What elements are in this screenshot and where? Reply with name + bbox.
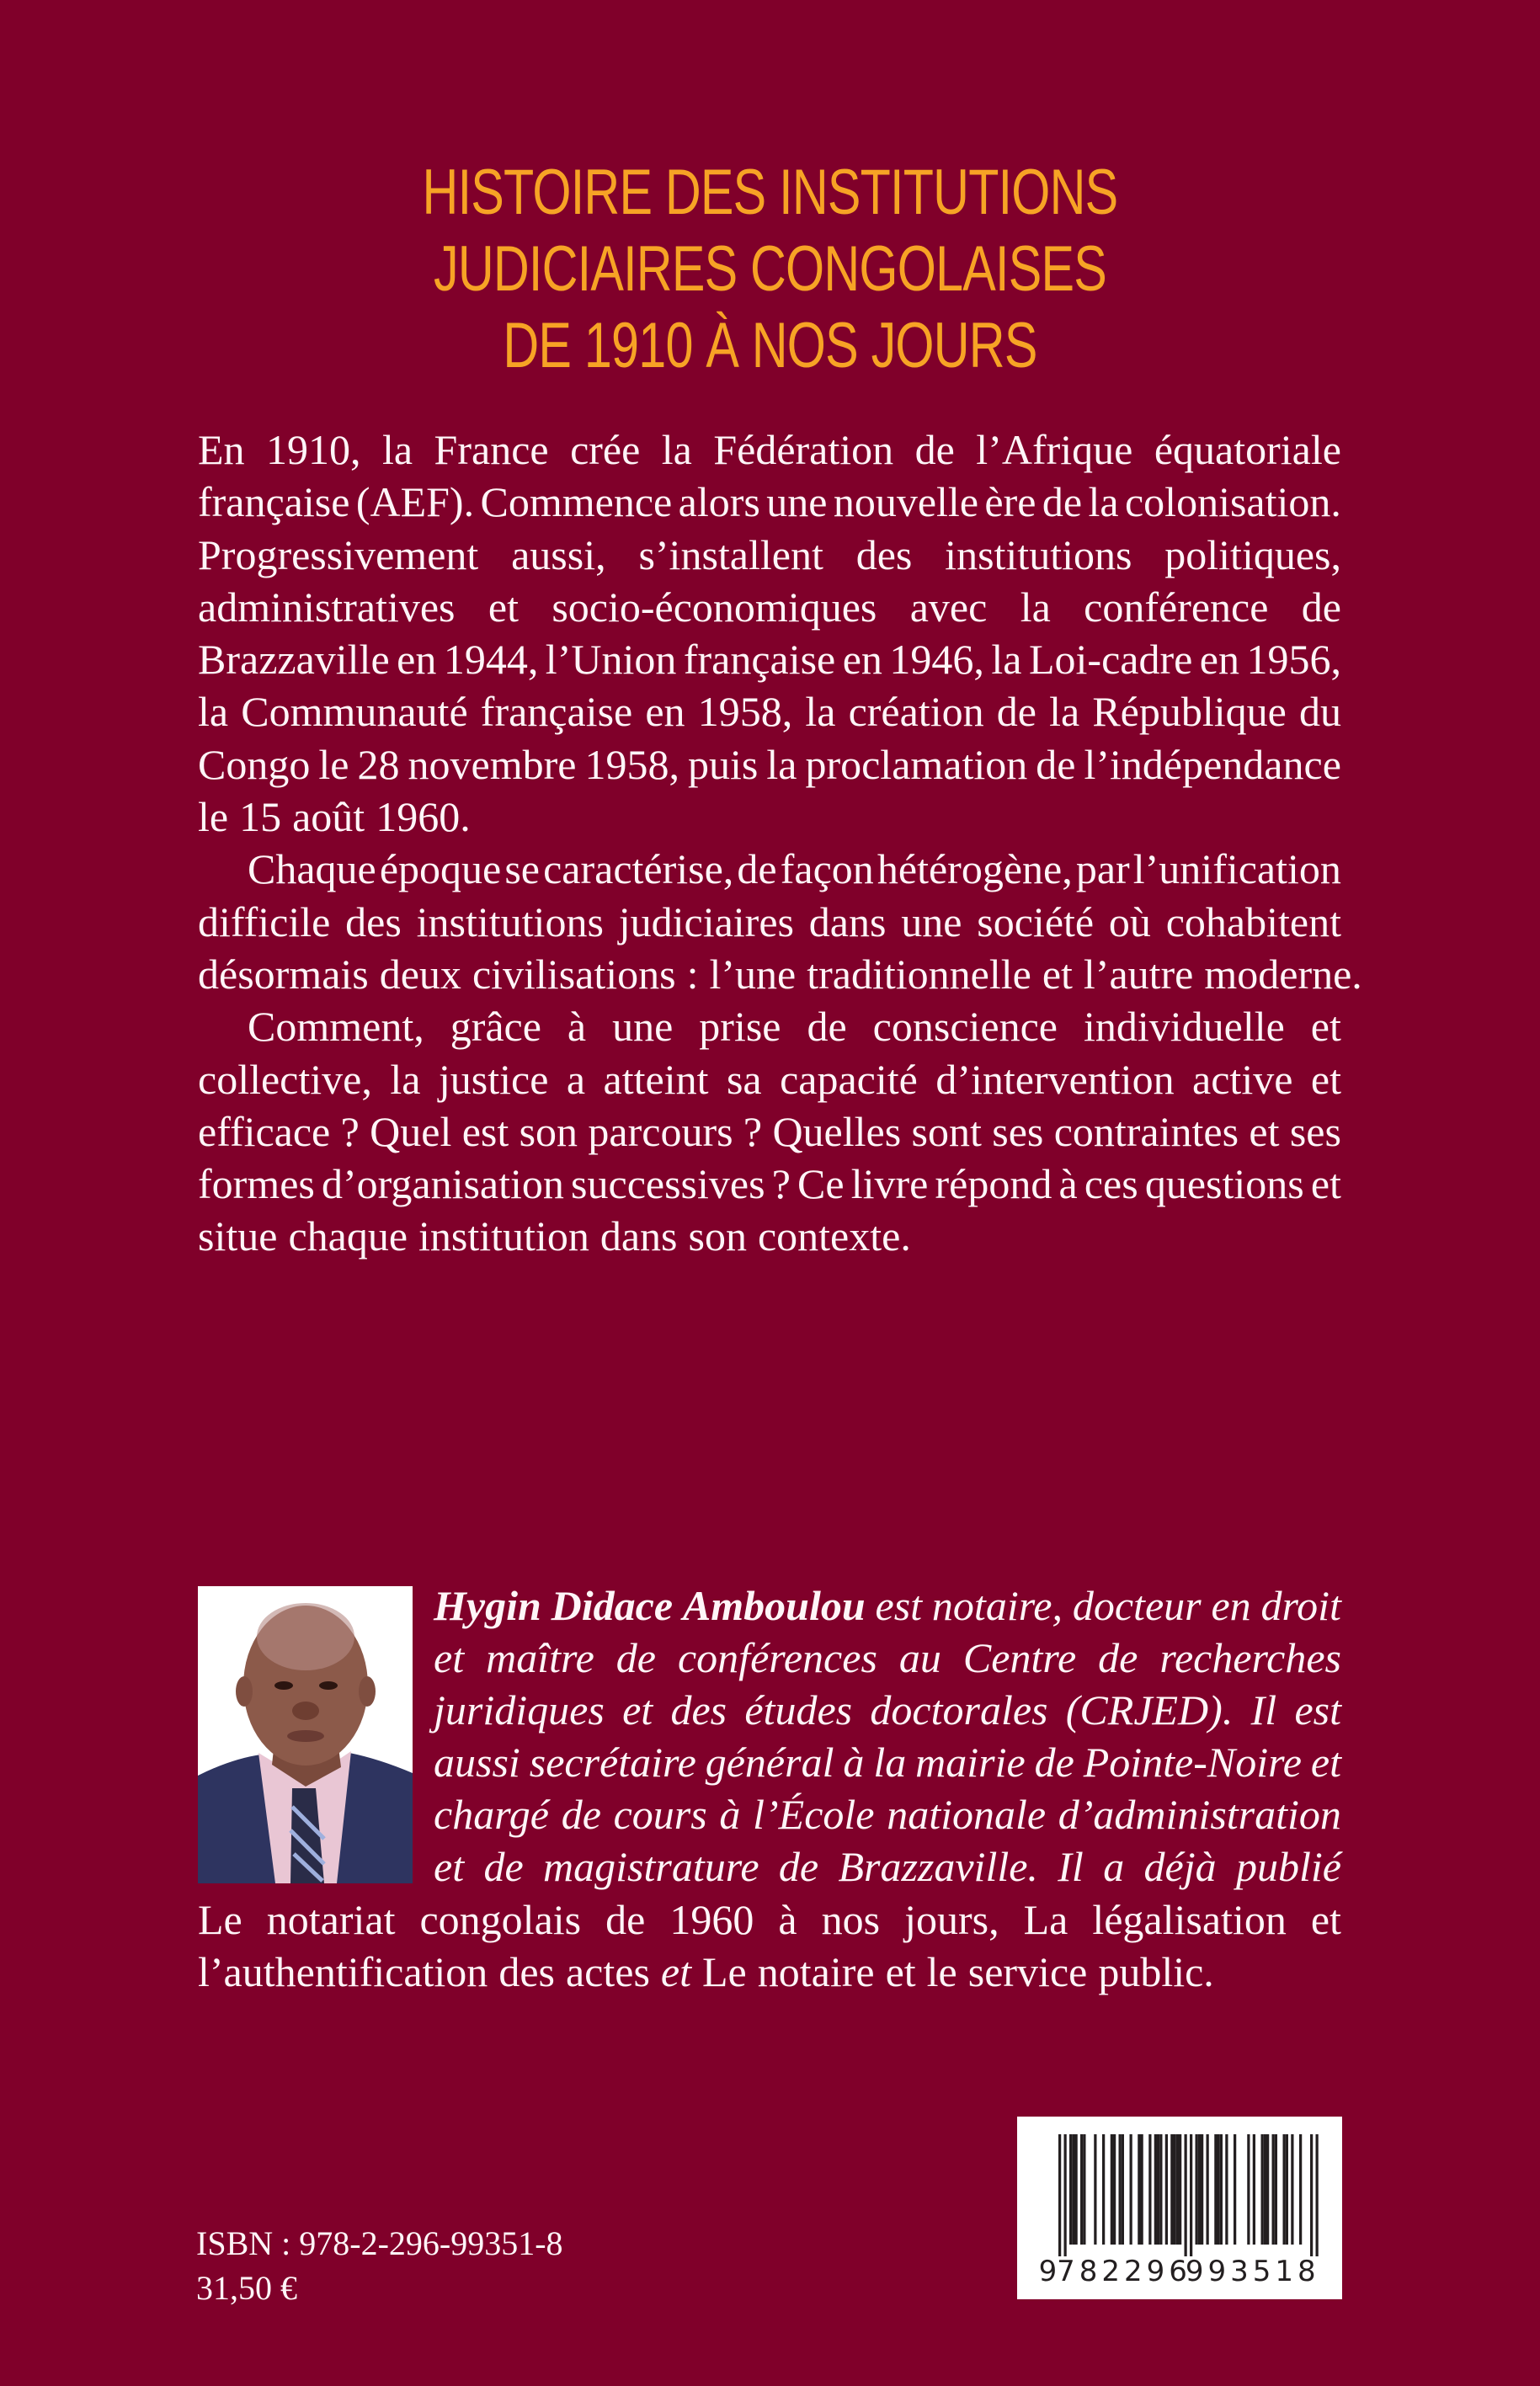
title-line-1: HISTOIRE DES INSTITUTIONS <box>422 157 1118 228</box>
bio-line: Hygin Didace Amboulou est notaire, docteur en droit <box>434 1579 1341 1632</box>
description-line: collective, la justice a atteint sa capacité d’intervention active et <box>198 1055 1341 1103</box>
bio-line: juridiques et des études doctorales (CRJED). Il est <box>434 1686 1341 1734</box>
description-line: le 15 août 1960. <box>198 793 471 841</box>
description-line: situe chaque institution dans son contexte. <box>198 1212 911 1260</box>
price-text: 31,50 € <box>196 2269 297 2307</box>
description-line: administratives et socio-économiques avec la conférence de <box>198 583 1341 631</box>
isbn-text: ISBN : 978-2-296-99351-8 <box>196 2224 563 2262</box>
publication-line: l’authentification des actes et Le notaire et le service public. <box>198 1948 1214 1995</box>
barcode <box>1017 2117 1342 2299</box>
svg-text:993518: 993518 <box>1185 2255 1320 2288</box>
bio-line: chargé de cours à l’École nationale d’administration <box>434 1791 1341 1838</box>
title-line-3: DE 1910 À NOS JOURS <box>503 310 1037 381</box>
description-line: Progressivement aussi, s’installent des institutions politiques, <box>198 530 1341 578</box>
description-line: formes d’organisation successives ? Ce livre répond à ces questions et <box>198 1160 1341 1208</box>
svg-text:782296: 782296 <box>1057 2255 1191 2288</box>
svg-text:9: 9 <box>1038 2255 1062 2288</box>
author-photo <box>198 1586 413 1883</box>
title-line-2: JUDICIAIRES CONGOLAISES <box>434 233 1106 305</box>
description-line: Brazzaville en 1944, l’Union française en 1946, la Loi-cadre en 1956, <box>198 636 1341 684</box>
description-line: efficace ? Quel est son parcours ? Quelles sont ses contraintes et ses <box>198 1107 1341 1155</box>
author-portrait-icon <box>198 1586 413 1883</box>
description-line: la Communauté française en 1958, la création de la République du <box>198 688 1341 736</box>
author-publications <box>198 1893 1341 1998</box>
author-name: Didace <box>551 1582 674 1629</box>
author-name: Hygin <box>434 1582 541 1629</box>
description-line: désormais deux civilisations : l’une traditionnelle et l’autre moderne. <box>198 950 1362 998</box>
author-bio <box>434 1579 1341 1893</box>
description-line: Comment, grâce à une prise de conscience individuelle et <box>248 1003 1341 1051</box>
isbn-block <box>196 2221 563 2310</box>
bio-line: et de magistrature de Brazzaville. Il a déjà publié <box>434 1843 1341 1890</box>
description-line: française (AEF). Commence alors une nouvelle ère de la colonisation. <box>198 478 1341 526</box>
book-title <box>0 154 1540 384</box>
description-line: Congo le 28 novembre 1958, puis la proclamation de l’indépendance <box>198 740 1341 788</box>
description-line: difficile des institutions judiciaires dans une société où cohabitent <box>198 897 1341 945</box>
author-name: Amboulou <box>682 1582 866 1629</box>
bio-line: aussi secrétaire général à la mairie de Pointe-Noire et <box>434 1739 1341 1786</box>
barcode-icon <box>1017 2117 1342 2299</box>
publication-line: Le notariat congolais de 1960 à nos jours, La légalisation et <box>198 1896 1341 1943</box>
bio-line: et maître de conférences au Centre de recherches <box>434 1634 1341 1681</box>
book-description <box>198 423 1362 1263</box>
description-line: Chaque époque se caractérise, de façon hétérogène, par l’unification <box>248 845 1341 893</box>
description-line: En 1910, la France crée la Fédération de l’Afrique équatoriale <box>198 426 1341 473</box>
